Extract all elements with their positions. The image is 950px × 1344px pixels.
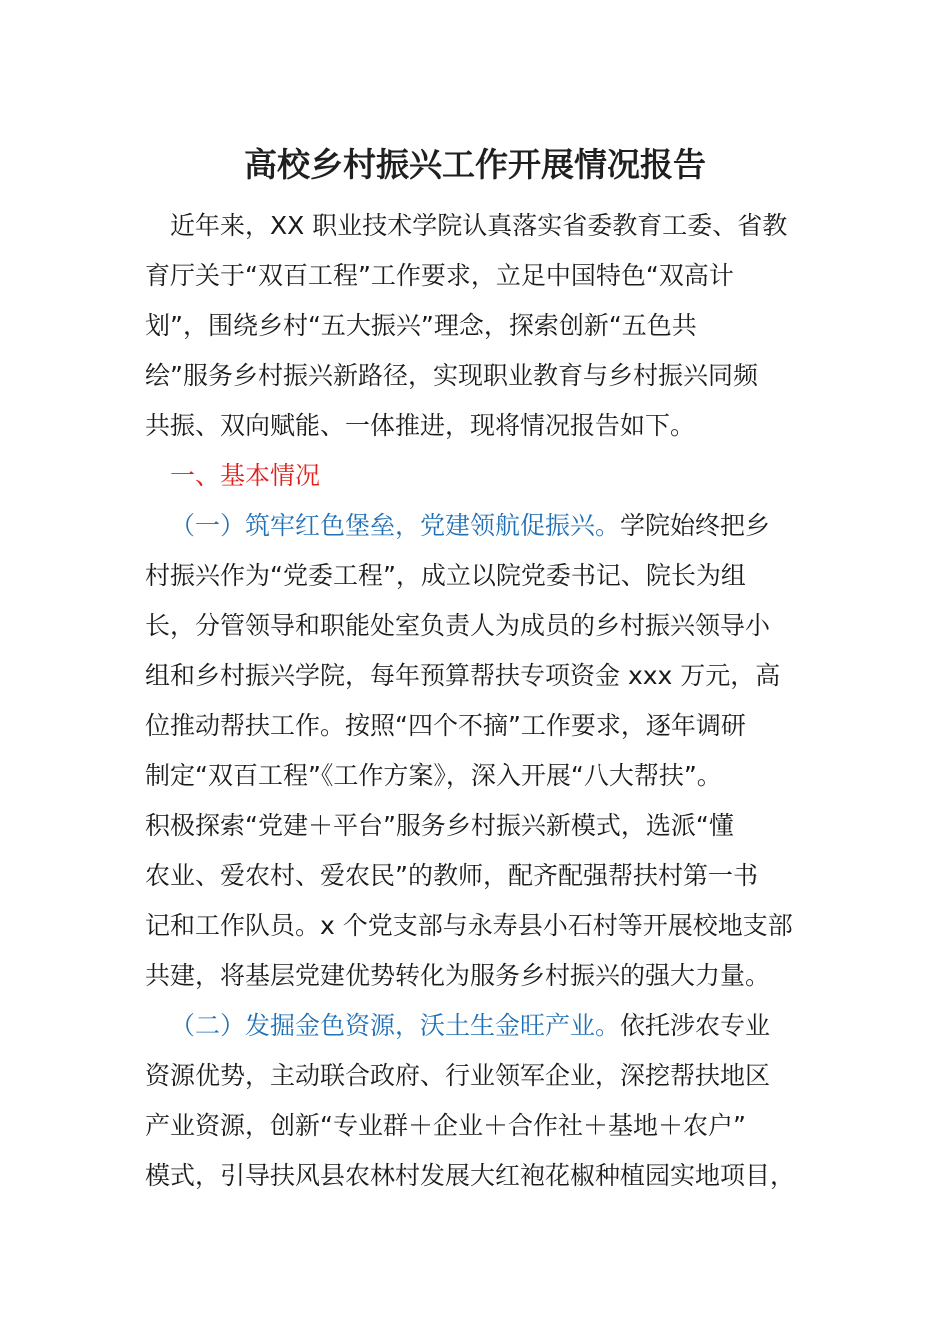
subsection-2-heading: （二）发掘金色资源，沃土生金旺产业。 [170,1011,621,1040]
intro-line: 绘”服务乡村振兴新路径，实现职业教育与乡村振兴同频 [145,361,758,390]
subsection-1-first-line [145,501,805,551]
subsection-1-line: 共建，将基层党建优势转化为服务乡村振兴的强大力量。 [145,961,771,990]
subsection-1-line: 制定“双百工程”《工作方案》，深入开展“八大帮扶”。 [145,761,722,790]
subsection-2-line: 资源优势，主动联合政府、行业领军企业，深挖帮扶地区 [145,1061,771,1090]
subsection-2-first-line [145,1001,805,1051]
subsection-2-line: 产业资源，创新“专业群＋企业＋合作社＋基地＋农户” [145,1111,746,1140]
intro-line: 近年来，XX 职业技术学院认真落实省委教育工委、省教 [170,211,788,240]
intro-line: 共振、双向赋能、一体推进，现将情况报告如下。 [145,411,696,440]
document-body [145,201,805,1201]
subsection-1-line: 位推动帮扶工作。按照“四个不摘”工作要求，逐年调研 [145,711,746,740]
subsection-2-text: 依托涉农专业 [620,1011,771,1040]
subsection-1-heading: （一）筑牢红色堡垒，党建领航促振兴。 [170,511,621,540]
section-heading-basic-situation: 一、基本情况 [170,461,321,490]
subsection-1-line: 村振兴作为“党委工程”，成立以院党委书记、院长为组 [145,561,746,590]
subsection-1-line: 记和工作队员。x 个党支部与永寿县小石村等开展校地支部 [145,911,793,940]
subsection-2-line: 模式，引导扶风县农林村发展大红袍花椒种植园实地项目， [145,1161,796,1190]
subsection-1-line: 组和乡村振兴学院，每年预算帮扶专项资金 xxx 万元，高 [145,661,781,690]
subsection-1-text: 学院始终把乡 [620,511,771,540]
intro-line: 划”，围绕乡村“五大振兴”理念，探索创新“五色共 [145,311,697,340]
subsection-1-line: 积极探索“党建＋平台”服务乡村振兴新模式，选派“懂 [145,811,734,840]
subsection-1-line: 长，分管领导和职能处室负责人为成员的乡村振兴领导小 [145,611,771,640]
subsection-1-line: 农业、爱农村、爱农民”的教师，配齐配强帮扶村第一书 [145,861,758,890]
intro-line: 育厅关于“双百工程”工作要求，立足中国特色“双高计 [145,261,734,290]
document-title: 高校乡村振兴工作开展情况报告 [244,145,706,184]
